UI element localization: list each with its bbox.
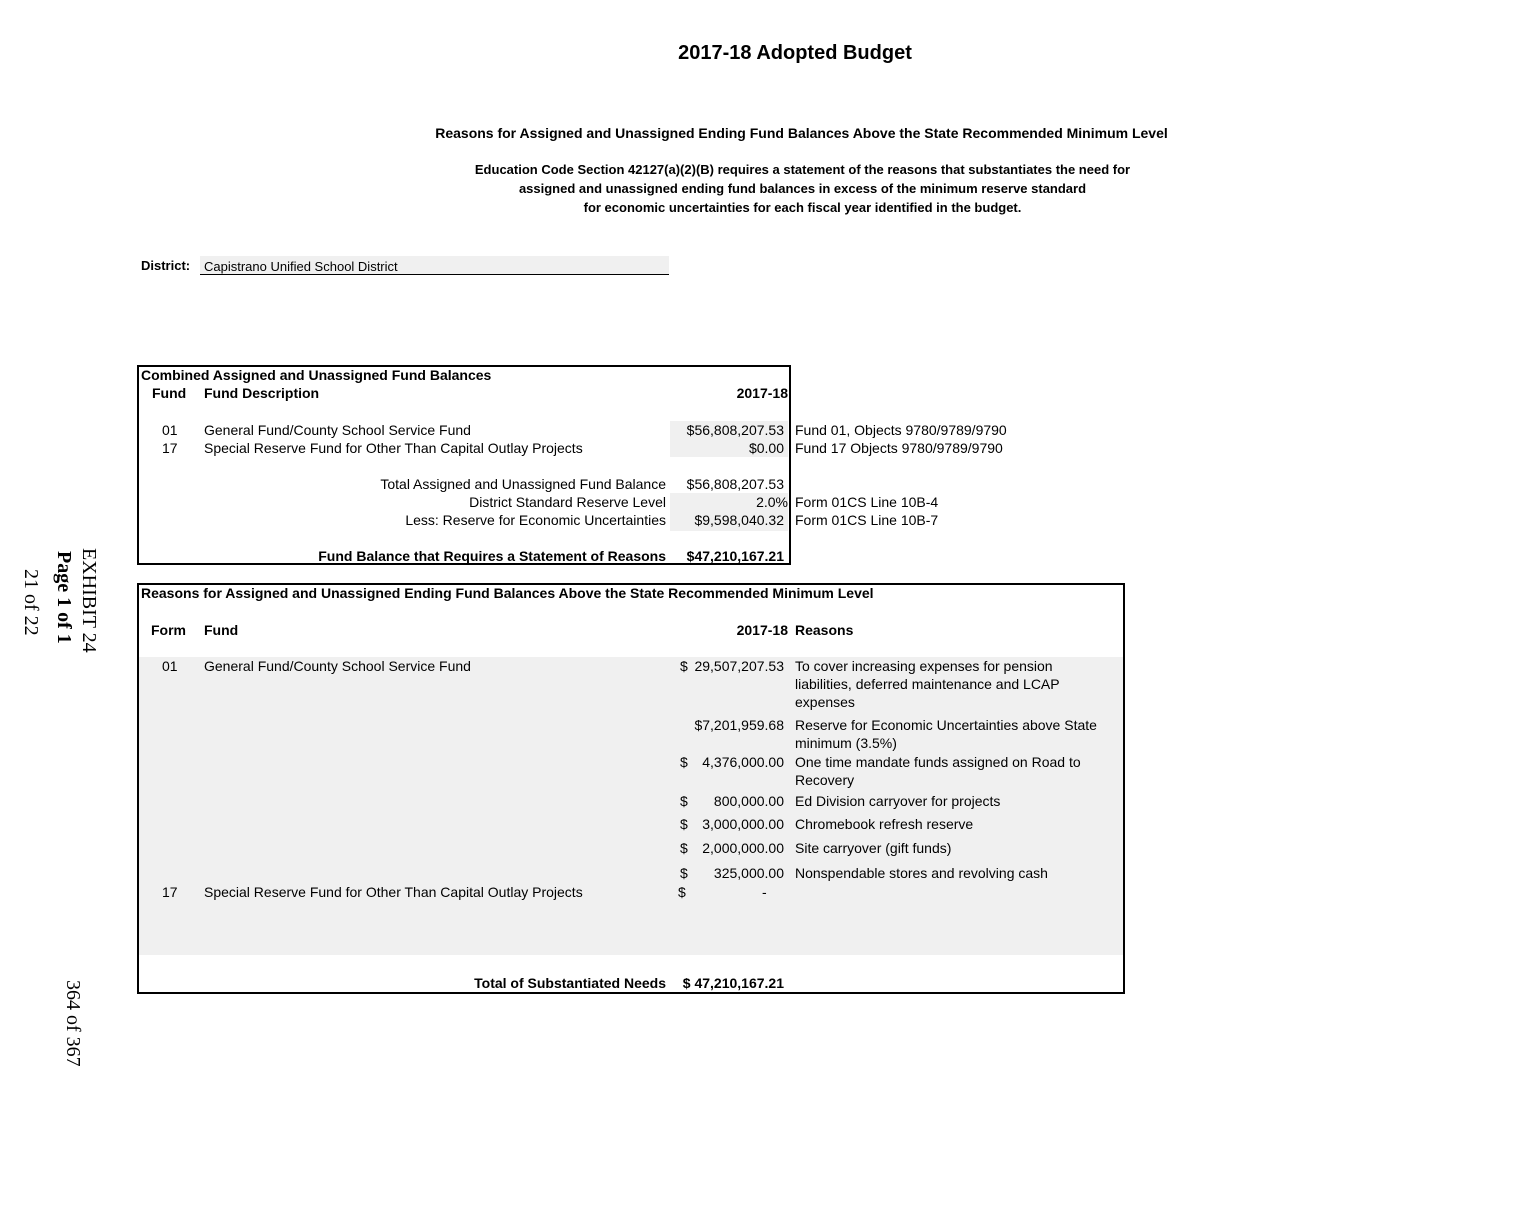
total-balance-amount: $56,808,207.53 [686,476,784,492]
fund-note: Fund 17 Objects 9780/9789/9790 [795,440,1003,456]
fund-number: 01 [162,422,178,438]
dollar-sign: $ [680,840,688,856]
dollar-sign: $ [678,884,686,900]
of-pages-stamp: 21 of 22 [20,569,42,636]
fund-name: General Fund/County School Service Fund [204,658,471,674]
less-reserve-note: Form 01CS Line 10B-7 [795,512,939,528]
fund-number: 17 [162,440,178,456]
dollar-sign: $ [680,816,688,832]
reserve-level-label: District Standard Reserve Level [469,494,666,510]
education-code-line-3: for economic uncertainties for each fiscal year identified in the budget. [583,200,1022,215]
reason-amount: 2,000,000.00 [702,840,784,856]
total-balance-label: Total Assigned and Unassigned Fund Balance [380,476,666,492]
exhibit-stamp: EXHIBIT 24 [78,548,100,653]
col-year-header: 2017-18 [736,385,788,401]
reason-text: To cover increasing expenses for pension [795,658,1053,674]
reason-text: One time mandate funds assigned on Road to [795,754,1081,770]
education-code-line-1: Education Code Section 42127(a)(2)(B) requires a statement of the reasons that substantiates the need for [474,162,1131,177]
col-fund-header: Fund [204,622,239,638]
form-number: 01 [162,658,178,674]
reason-text: Nonspendable stores and revolving cash [795,865,1048,881]
document-subtitle: Reasons for Assigned and Unassigned Ending Fund Balances Above the State Recommended Minimum Level [435,125,1168,141]
reason-text: minimum (3.5%) [795,735,897,751]
fund-name: Special Reserve Fund for Other Than Capital Outlay Projects [204,884,583,900]
substantiated-total-label: Total of Substantiated Needs [474,975,666,991]
form-number: 17 [162,884,178,900]
reason-amount: - [762,884,767,900]
col-form-header: Form [151,622,186,638]
reason-amount: 325,000.00 [713,865,784,881]
fund-description: Special Reserve Fund for Other Than Capital Outlay Projects [204,440,583,456]
requires-statement-label: Fund Balance that Requires a Statement of Reasons [318,548,666,564]
reasons-heading: Reasons for Assigned and Unassigned Ending Fund Balances Above the State Recommended Minimum Level [141,585,874,601]
col-year-header: 2017-18 [736,622,788,638]
reason-amount: 3,000,000.00 [702,816,784,832]
fund-amount: $0.00 [748,440,784,456]
less-reserve-label: Less: Reserve for Economic Uncertainties [405,512,666,528]
reason-amount: $7,201,959.68 [694,717,784,733]
doc-pages-stamp: 364 of 367 [62,980,84,1067]
reason-text: Recovery [795,772,855,788]
reason-text: Chromebook refresh reserve [795,816,974,832]
dollar-sign: $ [680,865,688,881]
reason-amount: 29,507,207.53 [694,658,784,674]
requires-statement-amount: $47,210,167.21 [686,548,784,564]
reserve-level-note: Form 01CS Line 10B-4 [795,494,939,510]
reason-text: Ed Division carryover for projects [795,793,1001,809]
district-label: District: [141,258,191,273]
dollar-sign: $ [680,658,688,674]
col-fund-header: Fund [152,385,187,401]
combined-heading: Combined Assigned and Unassigned Fund Balances [141,367,492,383]
reason-text: liabilities, deferred maintenance and LCAP [795,676,1060,692]
education-code-line-2: assigned and unassigned ending fund balances in excess of the minimum reserve standard [518,181,1087,196]
district-value: Capistrano Unified School District [204,259,398,274]
page-stamp: Page 1 of 1 [53,551,75,644]
reason-text: Site carryover (gift funds) [795,840,952,856]
col-reasons-header: Reasons [795,622,854,638]
substantiated-total-amount: $ 47,210,167.21 [682,975,784,991]
col-description-header: Fund Description [204,385,320,401]
reason-amount: 4,376,000.00 [702,754,784,770]
fund-amount: $56,808,207.53 [686,422,784,438]
reserve-level-value: 2.0% [756,494,788,510]
fund-description: General Fund/County School Service Fund [204,422,471,438]
document-title: 2017-18 Adopted Budget [678,42,912,64]
dollar-sign: $ [680,754,688,770]
less-reserve-amount: $9,598,040.32 [694,512,784,528]
reason-text: expenses [795,694,855,710]
fund-note: Fund 01, Objects 9780/9789/9790 [795,422,1007,438]
reason-text: Reserve for Economic Uncertainties above State [795,717,1097,733]
dollar-sign: $ [680,793,688,809]
reason-amount: 800,000.00 [713,793,784,809]
